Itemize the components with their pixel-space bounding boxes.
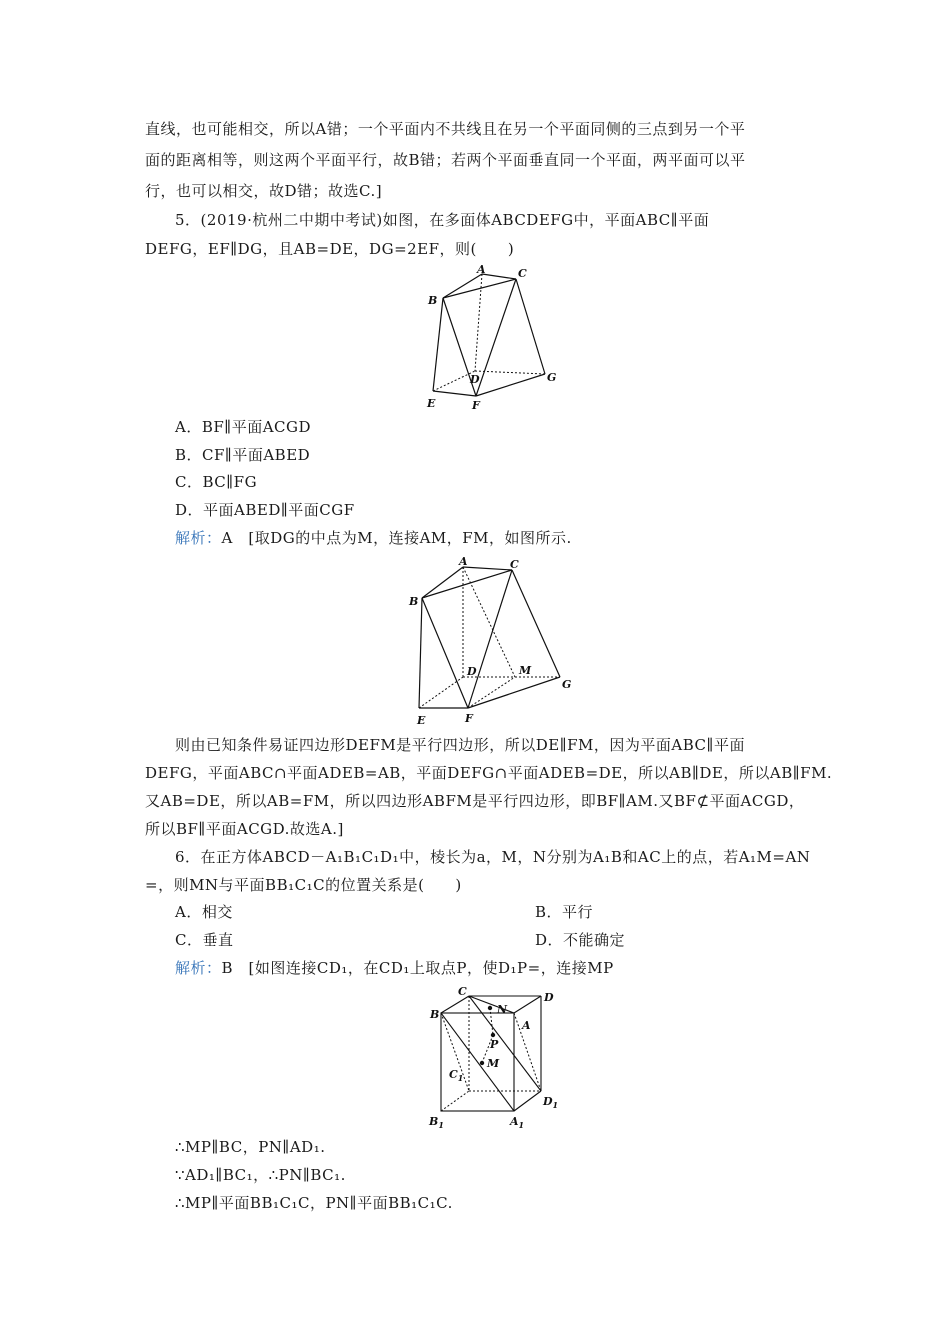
solution-5-header bbox=[175, 527, 840, 549]
q6-option-c: C．垂直 bbox=[175, 931, 234, 949]
conclusion-line2: ∵AD₁∥BC₁，∴PN∥BC₁. bbox=[175, 1166, 346, 1184]
polyhedron-figure-1 bbox=[420, 262, 560, 412]
vertex-label: A bbox=[477, 263, 486, 276]
vertex-label: E bbox=[427, 397, 436, 410]
q6-option-b: B．平行 bbox=[535, 903, 594, 921]
q6-option-a: A．相交 bbox=[175, 903, 233, 921]
solution-label: 解析： bbox=[175, 529, 222, 547]
vertex-label: D bbox=[470, 373, 480, 386]
solution-5-line4: 所以BF∥平面ACGD.故选A.] bbox=[145, 820, 344, 838]
vertex-label: $A_1$ bbox=[510, 1115, 525, 1130]
vertex-label: F bbox=[465, 712, 473, 725]
solution-6-header bbox=[175, 957, 840, 979]
question-6-line2: =，则MN与平面BB₁C₁C的位置关系是( ) bbox=[145, 876, 462, 894]
option-d: D．平面ABED∥平面CGF bbox=[175, 501, 355, 519]
vertex-label: C bbox=[510, 558, 519, 571]
vertex-label: M bbox=[519, 664, 532, 677]
vertex-label: B bbox=[428, 294, 438, 307]
vertex-label: G bbox=[562, 678, 572, 691]
text-line: 直线，也可能相交，所以A错；一个平面内不共线且在另一个平面同侧的三点到另一个平 bbox=[145, 120, 746, 138]
vertex-label: A bbox=[459, 555, 468, 568]
solution-5-line1: 则由已知条件易证四边形DEFM是平行四边形，所以DE∥FM，因为平面ABC∥平面 bbox=[175, 736, 745, 754]
vertex-label: B bbox=[430, 1008, 440, 1021]
conclusion-line1: ∴MP∥BC，PN∥AD₁. bbox=[175, 1138, 326, 1156]
solution-text: B [如图连接CD₁，在CD₁上取点P，使D₁P=，连接MP bbox=[221, 959, 614, 977]
option-c: C．BC∥FG bbox=[175, 473, 258, 491]
solution-text: A [取DG的中点为M，连接AM，FM，如图所示. bbox=[221, 529, 572, 547]
solution-label: 解析： bbox=[175, 959, 222, 977]
cube-figure bbox=[425, 985, 565, 1130]
vertex-label: C bbox=[518, 267, 527, 280]
vertex-label: M bbox=[487, 1057, 500, 1070]
vertex-label: A bbox=[522, 1019, 531, 1032]
solution-5-line3: 又AB=DE，所以AB=FM，所以四边形ABFM是平行四边形，即BF∥AM.又BF⊄平面ACGD， bbox=[145, 792, 805, 810]
vertex-label: N bbox=[497, 1003, 508, 1016]
vertex-label: B bbox=[409, 595, 419, 608]
vertex-label: P bbox=[490, 1038, 499, 1051]
vertex-label: F bbox=[472, 399, 480, 412]
text-line: 行，也可以相交，故D错；故选C.] bbox=[145, 182, 383, 200]
vertex-label: $D_1$ bbox=[543, 1095, 559, 1110]
vertex-label: C bbox=[458, 985, 467, 998]
question-5-line1: 5．(2019·杭州二中期中考试)如图，在多面体ABCDEFG中，平面ABC∥平面 bbox=[175, 211, 710, 229]
question-5-line2: DEFG，EF∥DG，且AB=DE，DG=2EF，则( ) bbox=[145, 240, 515, 258]
q6-option-d: D．不能确定 bbox=[535, 931, 626, 949]
vertex-label: $B_1$ bbox=[429, 1115, 444, 1130]
vertex-label: $C_1$ bbox=[449, 1068, 464, 1083]
option-b: B．CF∥平面ABED bbox=[175, 446, 311, 464]
conclusion-line3: ∴MP∥平面BB₁C₁C，PN∥平面BB₁C₁C. bbox=[175, 1194, 453, 1212]
polyhedron-figure-2 bbox=[405, 553, 580, 728]
vertex-label: E bbox=[417, 714, 426, 727]
question-6-line1: 6．在正方体ABCD－A₁B₁C₁D₁中，棱长为a，M，N分别为A₁B和AC上的点，若A₁M=AN bbox=[175, 848, 811, 866]
vertex-label: G bbox=[547, 371, 557, 384]
vertex-label: D bbox=[544, 991, 554, 1004]
text-line: 面的距离相等，则这两个平面平行，故B错；若两个平面垂直同一个平面，两平面可以平 bbox=[145, 151, 746, 169]
option-a: A．BF∥平面ACGD bbox=[175, 418, 312, 436]
solution-5-line2: DEFG，平面ABC∩平面ADEB=AB，平面DEFG∩平面ADEB=DE，所以AB∥DE，所以AB∥FM. bbox=[145, 764, 833, 782]
vertex-label: D bbox=[467, 665, 477, 678]
